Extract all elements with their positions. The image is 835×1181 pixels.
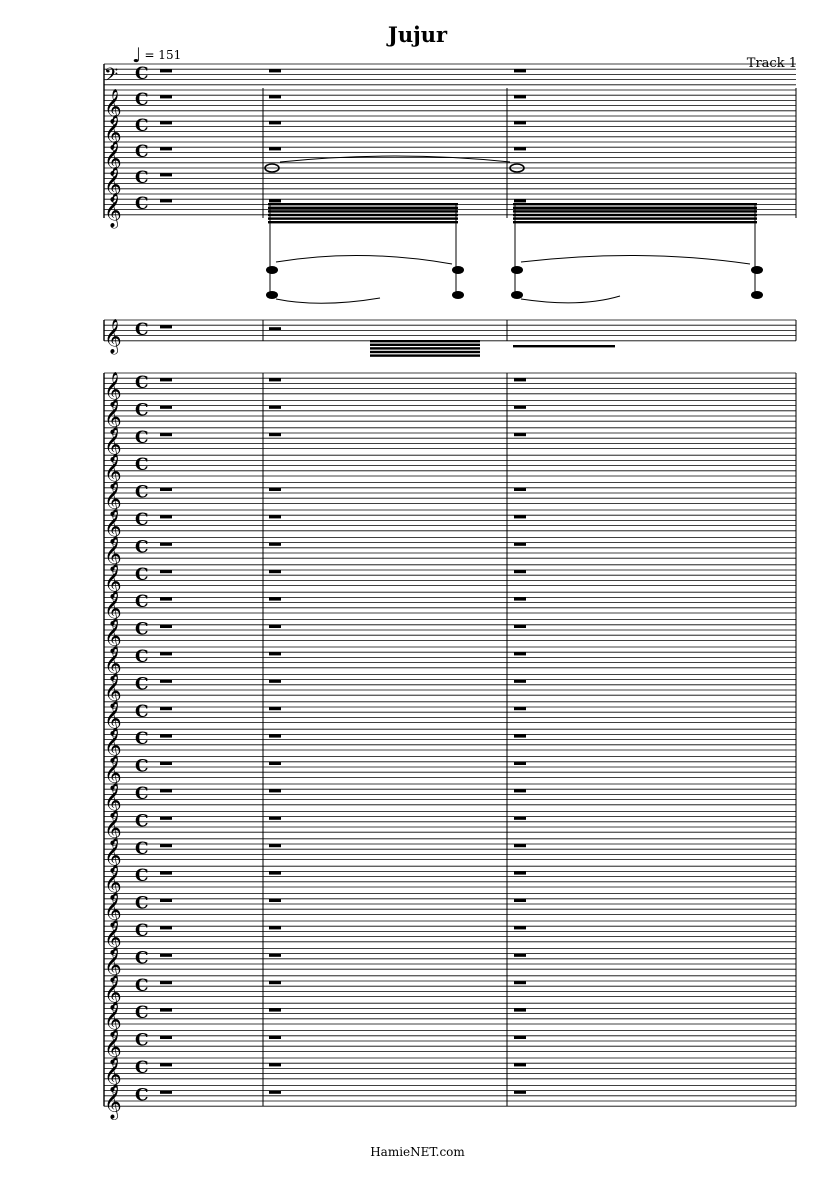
whole-rest — [514, 597, 526, 600]
time-signature: C — [135, 592, 149, 613]
whole-rest — [160, 899, 172, 902]
time-signature: C — [135, 564, 149, 585]
time-signature: C — [135, 811, 149, 832]
note-head — [511, 266, 523, 274]
whole-rest — [160, 1008, 172, 1011]
time-signature: C — [135, 1003, 149, 1024]
time-signature: C — [135, 921, 149, 941]
whole-rest — [160, 652, 172, 655]
whole-rest — [514, 817, 526, 820]
whole-rest — [160, 69, 172, 72]
whole-rest — [514, 926, 526, 929]
beam — [513, 345, 615, 347]
time-signature: C — [135, 729, 149, 750]
whole-rest — [514, 488, 526, 491]
time-signature: C — [135, 90, 149, 110]
whole-rest — [160, 433, 172, 436]
note-head — [751, 291, 763, 299]
beam — [513, 203, 757, 205]
treble-clef-icon: 𝄞 — [104, 509, 122, 544]
beam — [370, 351, 480, 353]
note-head — [266, 291, 278, 299]
lower-staff — [104, 894, 796, 915]
whole-rest — [514, 1036, 526, 1039]
lower-staff — [104, 620, 796, 641]
treble-clef-icon: 𝄞 — [104, 1084, 122, 1120]
treble-clef-icon: 𝄞 — [104, 563, 122, 599]
treble-clef-icon: 𝄞 — [104, 115, 122, 150]
footer-credit: HamieNET.com — [370, 1145, 465, 1159]
note-head — [266, 266, 278, 274]
whole-rest — [160, 1063, 172, 1066]
whole-rest — [160, 199, 172, 202]
tie — [276, 298, 380, 303]
time-signature: C — [135, 320, 149, 340]
whole-rest — [160, 1036, 172, 1039]
whole-rest — [269, 515, 281, 518]
staff-lines — [104, 64, 796, 1106]
lower-staff — [104, 483, 796, 504]
upper-staff — [104, 168, 796, 189]
tie — [280, 156, 510, 162]
whole-rest — [514, 69, 526, 72]
lower-staff — [104, 674, 796, 695]
time-signature: C — [135, 948, 149, 969]
whole-rest — [269, 817, 281, 820]
beam — [513, 221, 757, 223]
time-signature: C — [135, 701, 149, 722]
lower-staff — [104, 373, 796, 394]
whole-rest — [269, 981, 281, 984]
lower-staff — [104, 537, 796, 558]
treble-clef-icon: 𝄞 — [104, 728, 122, 764]
time-signature: C — [135, 142, 149, 162]
treble-clef-icon: 𝄞 — [104, 399, 122, 435]
score-title: Jujur — [387, 22, 448, 47]
bass-clef-icon: 𝄢 — [104, 65, 119, 90]
treble-clef-icon: 𝄞 — [104, 426, 122, 462]
whole-rest — [160, 406, 172, 409]
time-signature: C — [135, 647, 149, 667]
whole-rest — [160, 926, 172, 929]
whole-rest — [269, 121, 281, 124]
time-signature: C — [135, 893, 149, 914]
whole-rest — [514, 734, 526, 737]
lower-staff — [104, 592, 796, 613]
whole-rest — [514, 1008, 526, 1011]
whole-rest — [160, 625, 172, 628]
whole-rest — [514, 543, 526, 546]
lower-staff — [104, 702, 796, 723]
time-signature: C — [135, 1085, 149, 1106]
whole-rest — [269, 954, 281, 957]
tie — [276, 255, 452, 264]
lower-staff — [104, 565, 796, 586]
whole-rest — [514, 625, 526, 628]
lower-staff — [104, 647, 796, 668]
whole-rest — [269, 147, 281, 150]
time-signature: C — [135, 784, 149, 804]
whole-rest — [160, 817, 172, 820]
lower-staff — [104, 428, 796, 449]
whole-rest — [269, 378, 281, 381]
time-signature: C — [135, 537, 149, 558]
upper-staff — [104, 90, 796, 111]
treble-clef-icon: 𝄞 — [104, 1002, 122, 1038]
beam — [370, 347, 480, 349]
whole-rest — [514, 121, 526, 124]
whole-rest — [160, 488, 172, 491]
whole-rest — [514, 762, 526, 765]
whole-rest — [160, 762, 172, 765]
whole-rest — [160, 1091, 172, 1094]
whole-rest — [269, 570, 281, 573]
upper-staff — [104, 142, 796, 163]
whole-rest — [160, 325, 172, 328]
whole-rest — [269, 406, 281, 409]
whole-rest — [160, 147, 172, 150]
lower-staff — [104, 455, 796, 476]
tie — [521, 296, 620, 303]
whole-rest — [514, 1063, 526, 1066]
whole-rest — [514, 680, 526, 683]
lower-staff — [104, 1003, 796, 1024]
whole-rest — [269, 543, 281, 546]
whole-rest — [269, 433, 281, 436]
treble-clef-icon: 𝄞 — [104, 372, 122, 407]
treble-clef-icon: 𝄞 — [104, 865, 122, 901]
whole-rest — [269, 1036, 281, 1039]
lower-staff — [104, 1031, 796, 1052]
time-signature: C — [135, 400, 149, 421]
treble-clef-icon: 𝄞 — [104, 892, 122, 928]
whole-rest — [514, 570, 526, 573]
treble-clef-icon: 𝄞 — [104, 618, 122, 654]
solo-staff — [104, 320, 796, 341]
whole-rest — [269, 707, 281, 710]
beam — [513, 207, 757, 209]
treble-clef-icon: 𝄞 — [104, 1057, 122, 1092]
lower-staff — [104, 1058, 796, 1079]
time-signature: C — [135, 116, 149, 136]
time-signature: C — [135, 838, 149, 859]
beam — [370, 354, 480, 356]
whole-rest — [269, 899, 281, 902]
half-rest — [269, 327, 281, 330]
whole-rest — [514, 981, 526, 984]
treble-clef-icon: 𝄞 — [104, 141, 122, 176]
whole-rest — [269, 844, 281, 847]
whole-rest — [269, 597, 281, 600]
time-signature: C — [135, 975, 149, 996]
whole-rest — [269, 680, 281, 683]
treble-clef-icon: 𝄞 — [104, 783, 122, 818]
beam — [513, 214, 757, 216]
treble-clef-icon: 𝄞 — [104, 481, 122, 517]
whole-rest — [514, 652, 526, 655]
treble-clef-icon: 𝄞 — [104, 1029, 122, 1065]
note-head — [751, 266, 763, 274]
whole-rest — [160, 515, 172, 518]
lower-staff — [104, 976, 796, 997]
beam — [268, 221, 458, 223]
whole-rest — [160, 734, 172, 737]
time-signature: C — [135, 866, 149, 887]
treble-clef-icon: 𝄞 — [104, 920, 122, 955]
whole-rest — [269, 762, 281, 765]
treble-clef-icon: 𝄞 — [104, 755, 122, 791]
whole-rest — [514, 707, 526, 710]
lower-staff — [104, 400, 796, 421]
time-signature: C — [135, 194, 149, 214]
whole-rest — [269, 625, 281, 628]
whole-rest — [514, 199, 526, 202]
tempo-value: = 151 — [144, 48, 182, 62]
whole-rest — [514, 406, 526, 409]
beam — [513, 217, 757, 219]
whole-rest — [514, 844, 526, 847]
time-signature: C — [135, 619, 149, 640]
lower-staff — [104, 839, 796, 860]
whole-rest — [269, 69, 281, 72]
whole-rest — [269, 789, 281, 792]
whole-rest — [514, 954, 526, 957]
treble-clef-icon: 𝄞 — [104, 837, 122, 873]
lower-staff — [104, 510, 796, 531]
treble-clef-icon: 𝄞 — [104, 591, 122, 627]
whole-rest — [514, 789, 526, 792]
whole-rest — [160, 570, 172, 573]
time-signature: C — [135, 427, 149, 448]
whole-rest — [160, 543, 172, 546]
beam — [268, 207, 458, 209]
whole-rest — [514, 515, 526, 518]
whole-rest — [269, 871, 281, 874]
whole-rest — [160, 981, 172, 984]
treble-clef-icon: 𝄞 — [104, 89, 122, 124]
time-signature: C — [135, 168, 149, 188]
note-head — [452, 266, 464, 274]
upper-staff — [104, 116, 796, 137]
whole-rest — [269, 1063, 281, 1066]
lower-staff — [104, 921, 796, 942]
beam — [513, 210, 757, 212]
time-signature: C — [135, 482, 149, 503]
treble-clef-icon: 𝄞 — [104, 810, 122, 846]
whole-rest — [514, 899, 526, 902]
lower-staff — [104, 729, 796, 750]
whole-rest — [269, 652, 281, 655]
whole-rest — [514, 1091, 526, 1094]
whole-rest — [514, 147, 526, 150]
time-signature: C — [135, 64, 149, 84]
whole-rest — [269, 1008, 281, 1011]
whole-rest — [269, 488, 281, 491]
time-signature: C — [135, 373, 149, 393]
time-signature: C — [135, 1030, 149, 1051]
beam — [268, 217, 458, 219]
whole-rest — [160, 95, 172, 98]
treble-clef-icon: 𝄞 — [104, 454, 122, 490]
treble-clef-icon: 𝄞 — [104, 536, 122, 572]
time-signature: C — [135, 756, 149, 777]
time-signature: C — [135, 674, 149, 695]
treble-clef-icon: 𝄞 — [104, 319, 122, 354]
whole-rest — [514, 95, 526, 98]
whole-rest — [160, 173, 172, 176]
upper-staff — [104, 64, 796, 85]
beam — [370, 344, 480, 346]
lower-staff — [104, 784, 796, 805]
track-label: Track 1 — [746, 56, 797, 71]
beam — [268, 203, 458, 205]
lower-staff — [104, 866, 796, 887]
note-head — [511, 291, 523, 299]
whole-rest — [269, 95, 281, 98]
beam — [268, 214, 458, 216]
lower-staff — [104, 811, 796, 832]
whole-rest — [160, 597, 172, 600]
time-signature: C — [135, 1058, 149, 1078]
note-head — [452, 291, 464, 299]
lower-staff — [104, 1085, 796, 1106]
treble-clef-icon: 𝄞 — [104, 167, 122, 202]
beam — [268, 210, 458, 212]
whole-rest — [514, 871, 526, 874]
whole-rest — [160, 707, 172, 710]
treble-clef-icon: 𝄞 — [104, 646, 122, 681]
time-signature: C — [135, 455, 149, 476]
treble-clef-icon: 𝄞 — [104, 193, 122, 228]
whole-rest — [160, 680, 172, 683]
treble-clef-icon: 𝄞 — [104, 947, 122, 983]
treble-clef-icon: 𝄞 — [104, 673, 122, 709]
treble-clef-icon: 𝄞 — [104, 700, 122, 736]
whole-rest — [160, 121, 172, 124]
whole-rest — [160, 789, 172, 792]
lower-staff — [104, 757, 796, 778]
treble-clef-icon: 𝄞 — [104, 974, 122, 1010]
whole-rest — [269, 926, 281, 929]
whole-rest — [160, 954, 172, 957]
beam — [370, 340, 480, 342]
quarter-note-icon: ♩ — [132, 43, 142, 67]
whole-rest — [269, 734, 281, 737]
whole-rest — [160, 378, 172, 381]
time-signature: C — [135, 510, 149, 530]
whole-rest — [514, 433, 526, 436]
tie — [521, 255, 750, 264]
whole-rest — [269, 1091, 281, 1094]
whole-rest — [160, 844, 172, 847]
lower-staff — [104, 948, 796, 969]
whole-rest — [514, 378, 526, 381]
whole-rest — [269, 199, 281, 202]
whole-rest — [160, 871, 172, 874]
